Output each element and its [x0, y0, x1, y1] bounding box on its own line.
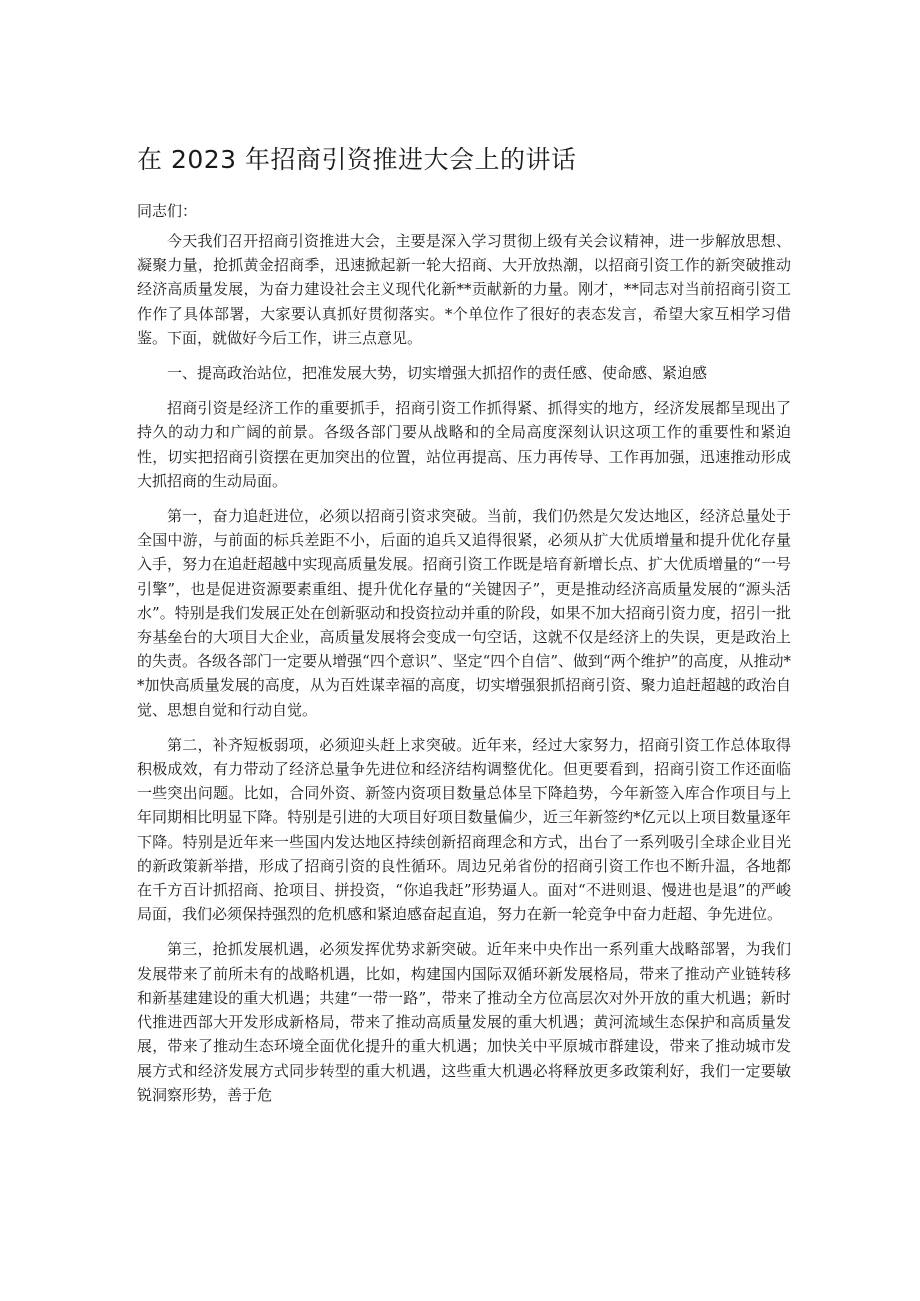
paragraph-section-1-intro: 招商引资是经济工作的重要抓手，招商引资工作抓得紧、抓得实的地方，经济发展都呈现出了持久的动力和广阔的前景。各级各部门要从战略和的全局高度深刻认识这项工作的重要性和紧迫性，切实把招商引资摆在更加突出的位置，站位再提高、压力再传导、工作再加强，迅速推动形成大抓招商的生动局面。 — [137, 399, 791, 490]
document-body — [137, 229, 791, 1118]
document-title: 在 2023 年招商引资推进大会上的讲话 — [137, 145, 577, 174]
section-heading-1: 一、提高政治站位，把准发展大势，切实增强大抓招作的责任感、使命感、紧迫感 — [167, 364, 708, 383]
paragraph-point-2: 第二，补齐短板弱项，必须迎头赶上求突破。近年来，经过大家努力，招商引资工作总体取得积极成效，有力带动了经济总量争先进位和经济结构调整优化。但更要看到，招商引资工作还面临一些突出问题。比如，合同外资、新签内资项目数量总体呈下降趋势，今年新签入库合作项目与上年同期相比明显下降。特别是引进的大项目好项目数量偏少，近三年新签约*亿元以上项目数量逐年下降。特别是近年来一些国内发达地区持续创新招商理念和方式，出台了一系列吸引全球企业目光的新政策新举措，形成了招商引资的良性循环。周边兄弟省份的招商引资工作也不断升温，各地都在千方百计抓招商、抢项目、拼投资，“你追我赶”形势逼人。面对“不进则退、慢进也是退”的严峻局面，我们必须保持强烈的危机感和紧迫感奋起直追，努力在新一轮竞争中奋力赶超、争先进位。 — [137, 735, 791, 924]
salutation: 同志们： — [137, 202, 198, 220]
paragraph-intro: 今天我们召开招商引资推进大会，主要是深入学习贯彻上级有关会议精神，进一步解放思想、凝聚力量，抢抓黄金招商季，迅速掀起新一轮大招商、大开放热潮，以招商引资工作的新突破推动经济高质量发展，为奋力建设社会主义现代化新**贡献新的力量。刚才，**同志对当前招商引资工作作了具体部署，大家要认真抓好贯彻落实。*个单位作了很好的表态发言，希望大家互相学习借鉴。下面，就做好今后工作，讲三点意见。 — [137, 232, 791, 347]
paragraph-point-3: 第三，抢抓发展机遇，必须发挥优势求新突破。近年来中央作出一系列重大战略部署，为我们发展带来了前所未有的战略机遇，比如，构建国内国际双循环新发展格局，带来了推动产业链转移和新基建建设的重大机遇；共建“一带一路”，带来了推动全方位高层次对外开放的重大机遇；新时代推进西部大开发形成新格局，带来了推动高质量发展的重大机遇；黄河流域生态保护和高质量发展，带来了推动生态环境全面优化提升的重大机遇；加快关中平原城市群建设，带来了推动城市发展方式和经济发展方式同步转型的重大机遇，这些重大机遇必将释放更多政策利好，我们一定要敏锐洞察形势，善于危 — [137, 940, 791, 1104]
paragraph-point-1: 第一，奋力追赶进位，必须以招商引资求突破。当前，我们仍然是欠发达地区，经济总量处于全国中游，与前面的标兵差距不小，后面的追兵又追得很紧，必须从扩大优质增量和提升优化存量入手，努力在追赶超越中实现高质量发展。招商引资工作既是培育新增长点、扩大优质增量的“一号引擎”，也是促进资源要素重组、提升优化存量的“关键因子”，更是推动经济高质量发展的“源头活水”。特别是我们发展正处在创新驱动和投资拉动并重的阶段，如果不加大招商引资力度，招引一批夯基垒台的大项目大企业，高质量发展将会变成一句空话，这就不仅是经济上的失误，更是政治上的失责。各级各部门一定要从增强“四个意识”、坚定“四个自信”、做到“两个维护”的高度，从推动**加快高质量发展的高度，从为百姓谋幸福的高度，切实增强狠抓招商引资、聚力追赶超越的政治自觉、思想自觉和行动自觉。 — [137, 507, 791, 719]
